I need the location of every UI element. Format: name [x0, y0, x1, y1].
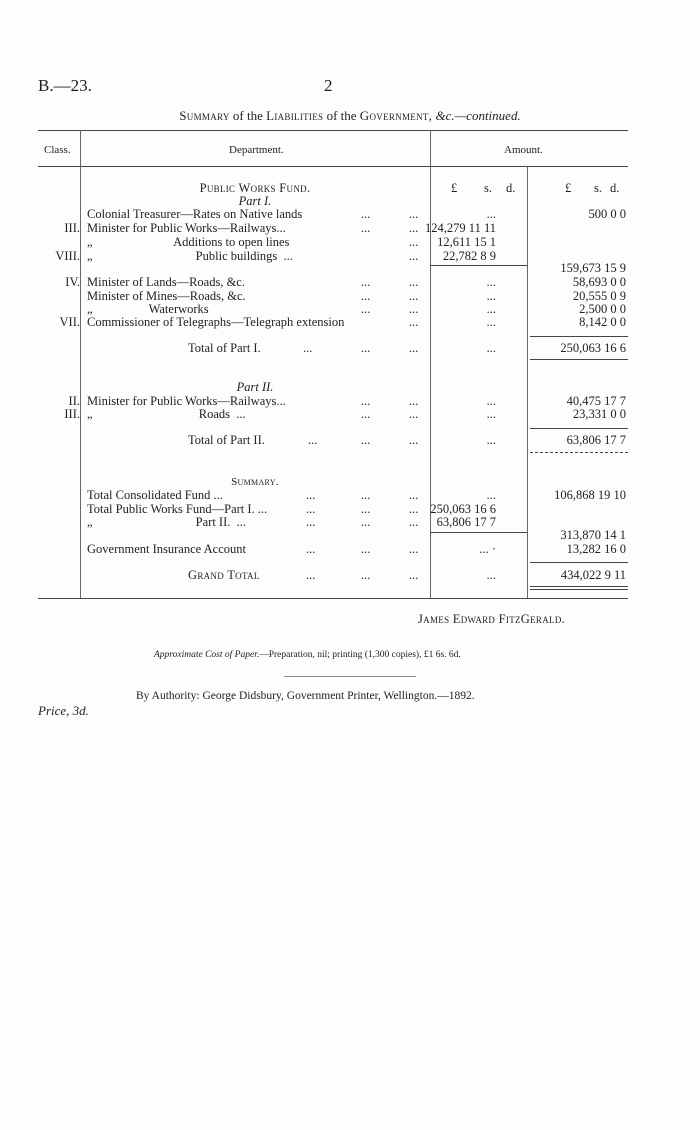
row-description: „ Roads ...	[87, 407, 246, 421]
title-word-government: Government,	[359, 108, 433, 123]
part-two-heading: Part II.	[236, 380, 274, 394]
row-description: Colonial Treasurer—Rates on Native lands	[87, 207, 303, 221]
grand-total-rule-1	[530, 586, 628, 587]
row-leader: ...	[409, 207, 419, 221]
row-class: VIII.	[55, 249, 80, 263]
row-leader: ...	[361, 433, 371, 447]
table-row	[38, 276, 628, 289]
total-part1-row	[38, 342, 628, 355]
title-word-of2: of the	[326, 108, 357, 123]
row-description: Minister for Public Works—Railways...	[87, 394, 286, 408]
table-row	[38, 222, 628, 235]
row-amount-sub: ...	[486, 488, 496, 502]
row-description: Commissioner of Telegraphs—Telegraph extension	[87, 315, 345, 329]
pound-label-col3: £	[565, 181, 572, 195]
public-works-heading: Public Works Fund.	[199, 181, 311, 195]
row-leader: ...	[306, 515, 316, 529]
row-amount-total: 13,282 16 0	[566, 542, 626, 556]
table-row	[38, 489, 628, 502]
table-bottom-rule	[38, 598, 628, 599]
row-leader: ...	[409, 221, 419, 235]
row-leader: ...	[361, 515, 371, 529]
row-leader: ...	[409, 515, 419, 529]
row-leader: ...	[306, 502, 316, 516]
signature: James Edward FitzGerald.	[418, 612, 566, 626]
row-leader: ...	[361, 568, 371, 582]
row-description: „ Additions to open lines	[87, 235, 290, 249]
table-row	[38, 543, 628, 556]
row-leader: ...	[409, 568, 419, 582]
row-leader: ...	[409, 394, 419, 408]
total-part2-amount: 63,806 17 7	[566, 433, 626, 447]
title-word-of1: of the	[232, 108, 263, 123]
table-row	[38, 262, 628, 275]
row-leader: ...	[409, 341, 419, 355]
row-description: „ Waterworks	[87, 302, 209, 316]
grand-total-label: Grand Total	[188, 568, 260, 582]
row-leader: ...	[409, 502, 419, 516]
row-description: Total Public Works Fund—Part I. ...	[87, 502, 268, 516]
row-amount-sub: ...	[486, 207, 496, 221]
pence-label-col3: d.	[610, 181, 620, 195]
row-amount-total: 313,870 14 1	[560, 528, 626, 542]
document-reference: B.—23.	[38, 76, 92, 95]
row-description: „ Part II. ...	[87, 515, 247, 529]
price: Price, 3d.	[38, 703, 89, 718]
summary-heading: Summary.	[231, 476, 279, 488]
row-leader: ...	[361, 302, 371, 316]
table-row	[38, 516, 628, 529]
row-description: „ Public buildings ...	[87, 249, 293, 263]
part-one-heading: Part I.	[238, 194, 272, 208]
row-leader: ...	[306, 488, 316, 502]
row-description: Minister for Public Works—Railways...	[87, 221, 286, 235]
total-part2-row	[38, 434, 628, 447]
grand-total-amount: 434,022 9 11	[560, 568, 626, 582]
total-part2-bottom-rule	[530, 452, 628, 453]
shilling-label-col3: s.	[594, 181, 602, 195]
row-leader: ...	[361, 542, 371, 556]
row-amount-sub: 22,782 8 9	[442, 249, 496, 263]
header-bottom-rule	[38, 166, 628, 167]
grand-total-top-rule	[530, 562, 628, 563]
row-amount-sub: ...	[486, 341, 496, 355]
row-leader: ...	[303, 341, 313, 355]
title-word-liabilities: Liabilities	[266, 108, 324, 123]
row-leader: ...	[361, 207, 371, 221]
row-leader: ...	[409, 542, 419, 556]
grand-total-row	[38, 569, 628, 582]
row-description: Total Consolidated Fund ...	[87, 488, 223, 502]
row-amount-sub: ...	[486, 289, 496, 303]
table-row	[38, 316, 628, 329]
row-class: II.	[68, 394, 80, 408]
table-row	[38, 408, 628, 421]
paper-cost-note	[154, 650, 461, 660]
row-leader: ...	[409, 315, 419, 329]
page-title	[0, 108, 700, 124]
row-amount-total: 20,555 0 9	[572, 289, 626, 303]
table-row	[38, 208, 628, 221]
table-row	[38, 236, 628, 249]
row-class: IV.	[65, 275, 80, 289]
row-amount-sub: 124,279 11 11	[425, 221, 496, 235]
row-amount-total: 2,500 0 0	[579, 302, 626, 316]
row-leader: ...	[361, 502, 371, 516]
shilling-label-col2: s.	[484, 181, 492, 195]
total-part1-bottom-rule	[530, 359, 628, 360]
row-leader: ...	[361, 488, 371, 502]
row-leader: ...	[306, 568, 316, 582]
amount-column-header: Amount.	[504, 144, 543, 156]
row-amount-total: 106,868 19 10	[554, 488, 626, 502]
total-part1-top-rule	[530, 336, 628, 337]
page-number: 2	[324, 76, 333, 95]
row-leader: ...	[409, 235, 419, 249]
title-word-summary: Summary	[179, 108, 230, 123]
total-part1-label: Total of Part I.	[188, 341, 261, 355]
row-leader: ...	[409, 289, 419, 303]
row-description: Government Insurance Account	[87, 542, 246, 556]
row-amount-sub: 12,611 15 1	[437, 235, 496, 249]
row-leader: ...	[361, 221, 371, 235]
title-word-continued: &c.—continued.	[435, 108, 521, 123]
row-amount-total: 23,331 0 0	[572, 407, 626, 421]
row-amount-sub: ...	[486, 302, 496, 316]
row-leader: ...	[306, 542, 316, 556]
row-amount-sub: 63,806 17 7	[436, 515, 496, 529]
total-part2-label: Total of Part II.	[188, 433, 265, 447]
row-description: Minister of Lands—Roads, &c.	[87, 275, 245, 289]
pound-label-col2: £	[451, 181, 458, 195]
row-leader: ...	[361, 275, 371, 289]
row-leader: ...	[409, 407, 419, 421]
total-part2-top-rule	[530, 428, 628, 429]
table-row	[38, 529, 628, 542]
row-amount-sub: ... ·	[479, 542, 496, 556]
row-leader: ...	[361, 289, 371, 303]
row-amount-sub: ...	[486, 315, 496, 329]
row-class: III.	[64, 407, 80, 421]
row-amount-sub: ...	[486, 407, 496, 421]
row-amount-sub: ...	[486, 568, 496, 582]
row-class: III.	[64, 221, 80, 235]
printer-authority: By Authority: George Didsbury, Government Printer, Wellington.—1892.	[136, 690, 475, 702]
row-leader: ...	[361, 394, 371, 408]
paper-cost-text: —Preparation, nil; printing (1,300 copies), £1 6s. 6d.	[259, 650, 461, 660]
row-amount-sub: 250,063 16 6	[430, 502, 496, 516]
row-amount-sub: ...	[486, 433, 496, 447]
row-amount-sub: ...	[486, 275, 496, 289]
row-amount-total: 500 0 0	[588, 207, 626, 221]
row-leader: ...	[409, 488, 419, 502]
department-column-header: Department.	[229, 144, 284, 156]
row-class: VII.	[59, 315, 80, 329]
row-amount-total: 159,673 15 9	[560, 261, 626, 275]
row-leader: ...	[409, 302, 419, 316]
row-leader: ...	[308, 433, 318, 447]
footer-divider	[284, 676, 416, 677]
row-amount-total: 8,142 0 0	[579, 315, 626, 329]
row-amount-total: 40,475 17 7	[566, 394, 626, 408]
total-part1-amount: 250,063 16 6	[560, 341, 626, 355]
row-amount-total: 58,693 0 0	[572, 275, 626, 289]
row-leader: ...	[409, 433, 419, 447]
table-top-rule	[38, 130, 628, 131]
row-leader: ...	[409, 275, 419, 289]
row-leader: ...	[361, 341, 371, 355]
row-leader: ...	[409, 249, 419, 263]
pence-label-col2: d.	[506, 181, 516, 195]
grand-total-rule-2	[530, 589, 628, 590]
row-amount-sub: ...	[486, 394, 496, 408]
class-column-header: Class.	[44, 144, 71, 156]
row-description: Minister of Mines—Roads, &c.	[87, 289, 246, 303]
row-leader: ...	[361, 407, 371, 421]
paper-cost-label: Approximate Cost of Paper.	[154, 650, 260, 660]
